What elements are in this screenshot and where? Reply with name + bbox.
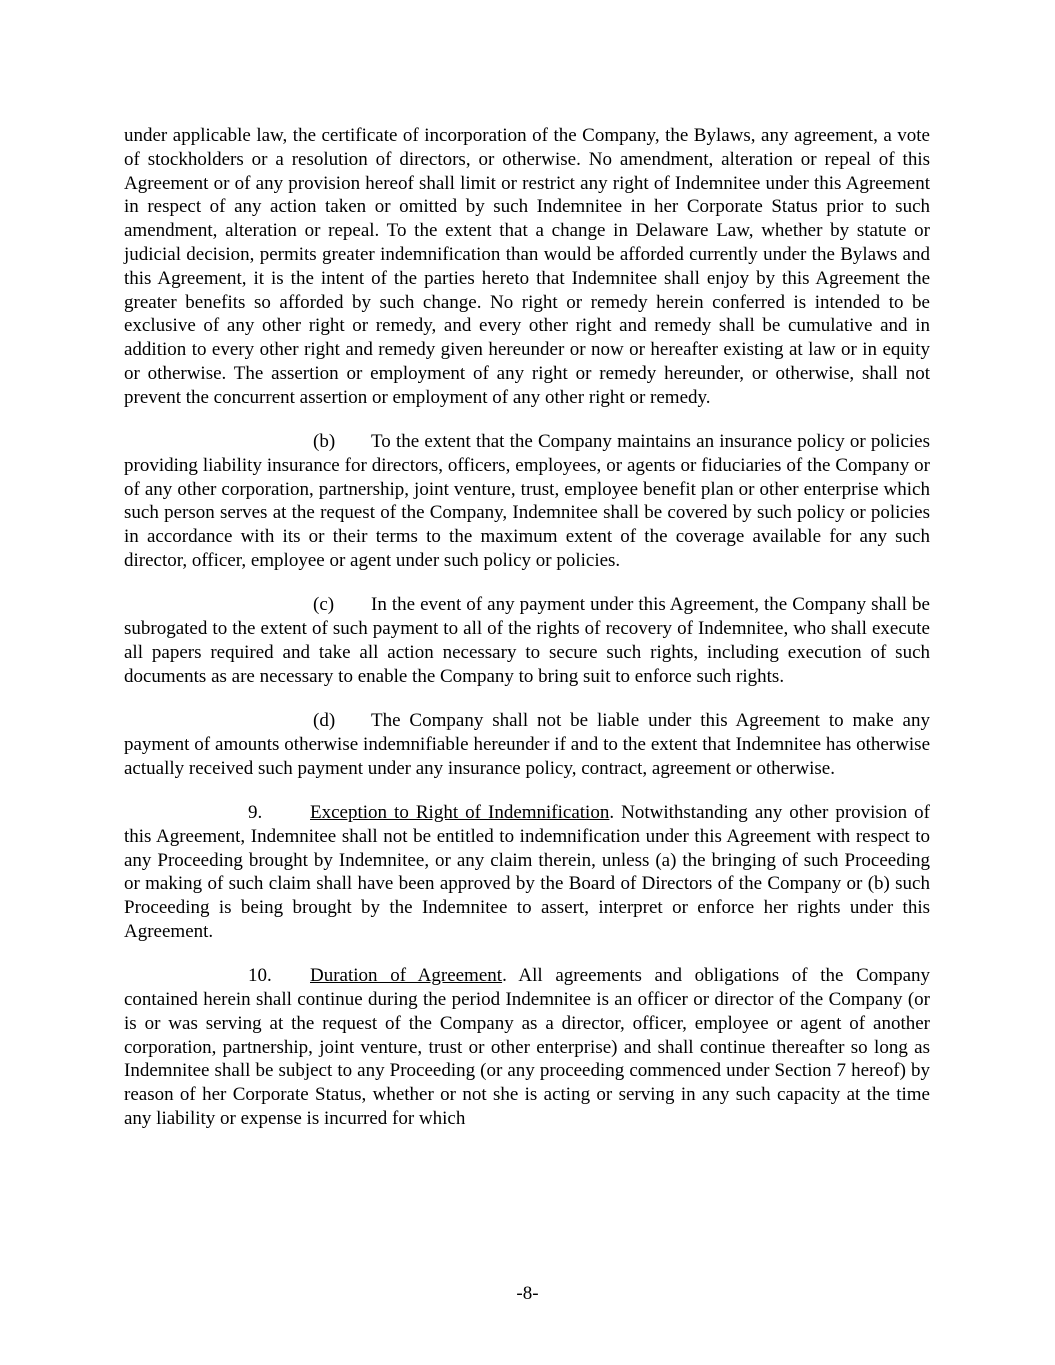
section-heading: Duration of Agreement (310, 965, 503, 987)
subsection-label: (c) (313, 594, 335, 616)
subsection-c (124, 593, 930, 688)
subsection-b (124, 430, 930, 573)
subsection-d (124, 709, 930, 780)
subsection-text: To the extent that the Company maintains an insurance policy or policies providing liability insurance for directors, officers, employees, or agents or fiduciaries of the Company or of any other corporation, partnership, joint venture, trust, employee benefit plan or other enterprise which such person serves at the request of the Company, Indemnitee shall be covered by such policy or policies in accordance with its or their terms to the maximum extent of the coverage available for any such director, officer, employee or agent under such policy or policies. (124, 431, 930, 572)
document-body (124, 124, 930, 1131)
section-text: . All agreements and obligations of the Company contained herein shall continue during the period Indemnitee is an officer or director of the Company (or is or was serving at the request of the Company as a director, officer, employee or agent of another corporation, partnership, joint venture, trust or other enterprise) and shall continue thereafter so long as Indemnitee shall be subject to any Proceeding (or any proceeding commenced under Section 7 hereof) by reason of her Corporate Status, whether or not she is acting or serving in any such capacity at the time any liability or expense is incurred for which (124, 965, 930, 1129)
subsection-label: (b) (313, 431, 336, 453)
section-heading: Exception to Right of Indemnification (310, 801, 610, 823)
page-number: -8- (516, 1283, 539, 1304)
continuation-paragraph: under applicable law, the certificate of incorporation of the Company, the Bylaws, any agreement, a vote of stockholders or a resolution of directors, or otherwise. No amendment, alteration or repeal of this Agreement or of any provision hereof shall limit or restrict any right of Indemnitee under this Agreement in respect of any action taken or omitted by such Indemnitee in her Corporate Status prior to such amendment, alteration or repeal. To the extent that a change in Delaware Law, whether by statute or judicial decision, permits greater indemnification than would be afforded currently under the Bylaws and this Agreement, it is the intent of the parties hereto that Indemnitee shall enjoy by this Agreement the greater benefits so afforded by such change. No right or remedy herein conferred is intended to be exclusive of any other right or remedy, and every other right and remedy shall be cumulative and in addition to every other right and remedy given hereunder or now or hereafter existing at law or in equity or otherwise. The assertion or employment of any right or remedy hereunder, or otherwise, shall not prevent the concurrent assertion or employment of any other right or remedy. (124, 125, 930, 408)
subsection-label: (d) (313, 710, 336, 732)
subsection-text: In the event of any payment under this Agreement, the Company shall be subrogated to the extent of such payment to all of the rights of recovery of Indemnitee, who shall execute all papers required and take all action necessary to secure such rights, including execution of such documents as are necessary to enable the Company to bring suit to enforce such rights. (124, 594, 930, 687)
subsection-text: The Company shall not be liable under this Agreement to make any payment of amounts otherwise indemnifiable hereunder if and to the extent that Indemnitee has otherwise actually received such payment under any insurance policy, contract, agreement or otherwise. (124, 710, 930, 779)
section-number: 10. (248, 965, 272, 987)
section-9 (124, 801, 930, 944)
section-number: 9. (248, 801, 263, 823)
section-10 (124, 964, 930, 1131)
section-text: . Notwithstanding any other provision of this Agreement, Indemnitee shall not be entitled to indemnification under this Agreement with respect to any Proceeding brought by Indemnitee, or any claim therein, unless (a) the bringing of such Proceeding or making of such claim shall have been approved by the Board of Directors of the Company or (b) such Proceeding is being brought by the Indemnitee to assert, interpret or enforce her rights under this Agreement. (124, 801, 930, 942)
